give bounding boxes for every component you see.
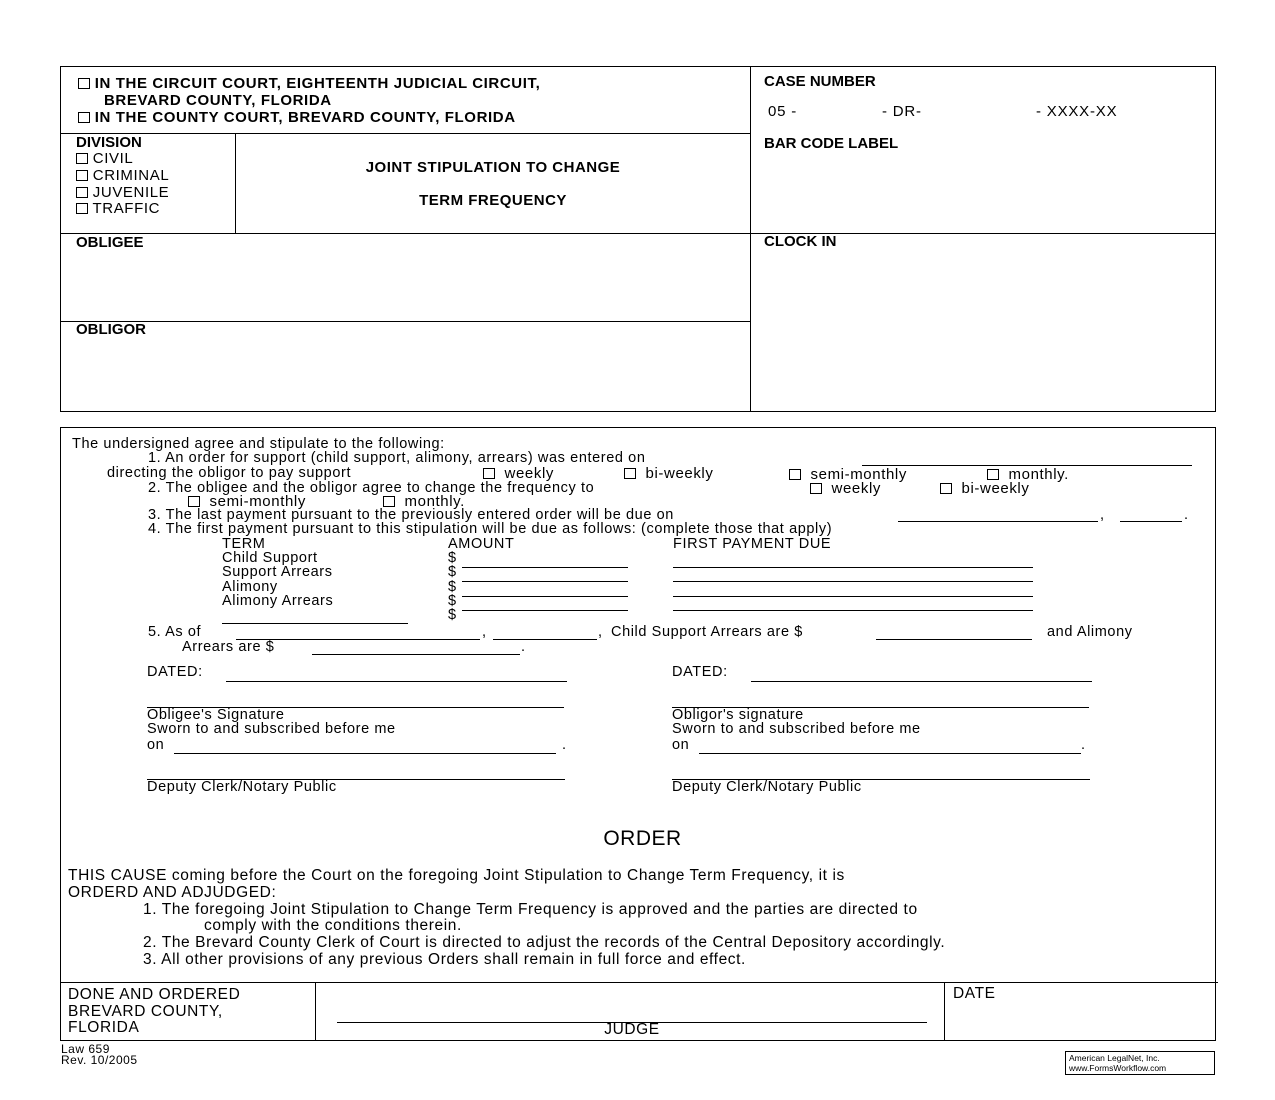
header-divider-court xyxy=(60,133,750,134)
stipulation-intro: The undersigned agree and stipulate to the following: xyxy=(72,436,445,452)
freq-biweekly-option xyxy=(624,465,713,482)
division-divider xyxy=(235,133,236,233)
order-item3: 3. All other provisions of any previous Orders shall remain in full force and effect. xyxy=(143,951,746,968)
item5-comma1: , xyxy=(482,624,487,640)
item5-csa-label: Child Support Arrears are $ xyxy=(611,624,803,640)
done-ordered-line1: DONE AND ORDERED xyxy=(68,986,241,1003)
col-term: TERM xyxy=(222,536,266,552)
obligor-on-period: . xyxy=(1081,737,1086,753)
obligee-dated-label: DATED: xyxy=(147,664,203,680)
amount-blank-2[interactable] xyxy=(462,581,628,582)
dollar-4: $ xyxy=(448,593,457,609)
freq-semimonthly-label: semi-monthly xyxy=(810,466,907,483)
court-option-circuit-line1: IN THE CIRCUIT COURT, EIGHTEENTH JUDICIAL CIRCUIT, xyxy=(94,75,541,92)
done-ordered-line3: FLORIDA xyxy=(68,1019,140,1036)
division-traffic-label: TRAFFIC xyxy=(92,200,161,217)
amount-blank-1[interactable] xyxy=(462,567,628,568)
order-item1-line2: comply with the conditions therein. xyxy=(204,917,462,934)
item3-period: . xyxy=(1184,507,1189,523)
division-traffic-checkbox[interactable] xyxy=(76,203,88,214)
vendor-name: American LegalNet, Inc. xyxy=(1069,1053,1160,1063)
case-number-label: CASE NUMBER xyxy=(764,73,876,90)
first-payment-blank-4[interactable] xyxy=(673,610,1033,611)
item5-as-of: 5. As of xyxy=(148,624,202,640)
item2-biweekly-label: bi-weekly xyxy=(961,480,1030,497)
judge-label: JUDGE xyxy=(604,1021,660,1038)
col-amount: AMOUNT xyxy=(448,536,515,552)
dollar-2: $ xyxy=(448,564,457,580)
obligee-on-blank[interactable] xyxy=(174,753,556,754)
header-divider-division xyxy=(60,233,1216,234)
item2-weekly-option xyxy=(810,480,881,497)
obligee-on-period: . xyxy=(562,737,567,753)
item2-text: 2. The obligee and the obligor agree to change the frequency to xyxy=(148,480,595,496)
item5-year-blank[interactable] xyxy=(493,639,597,640)
item2-semimonthly-label: semi-monthly xyxy=(209,493,306,510)
item5-alimony-arrears-blank[interactable] xyxy=(312,654,520,655)
item5-csa-blank[interactable] xyxy=(876,639,1032,640)
first-payment-blank-3[interactable] xyxy=(673,596,1033,597)
case-prefix: 05 - xyxy=(768,103,798,120)
form-id: Law 659 xyxy=(61,1042,110,1056)
first-payment-blank-1[interactable] xyxy=(673,567,1033,568)
obligee-deputy-clerk: Deputy Clerk/Notary Public xyxy=(147,779,337,795)
signoff-divider-2 xyxy=(944,982,945,1041)
division-criminal xyxy=(76,167,169,184)
item5-period: . xyxy=(521,639,526,655)
order-item1-line1: 1. The foregoing Joint Stipulation to Change Term Frequency is approved and the parties are directed to xyxy=(143,901,918,918)
item2-monthly-checkbox[interactable] xyxy=(383,496,395,507)
division-traffic xyxy=(76,200,160,217)
court-option-circuit xyxy=(78,75,540,92)
division-juvenile-checkbox[interactable] xyxy=(76,187,88,198)
first-payment-blank-2[interactable] xyxy=(673,581,1033,582)
term-support-arrears: Support Arrears xyxy=(222,564,333,580)
date-label: DATE xyxy=(953,985,996,1002)
obligee-dated-blank[interactable] xyxy=(226,681,567,682)
freq-weekly-label: weekly xyxy=(504,465,554,482)
division-label: DIVISION xyxy=(76,134,142,151)
freq-weekly-checkbox[interactable] xyxy=(483,468,495,479)
term-alimony-arrears: Alimony Arrears xyxy=(222,593,334,609)
item2-biweekly-option xyxy=(940,480,1029,497)
order-intro-line1: THIS CAUSE coming before the Court on the foregoing Joint Stipulation to Change Term Frequency, it is xyxy=(68,867,845,884)
division-civil xyxy=(76,150,133,167)
item4-text: 4. The first payment pursuant to this stipulation will be due as follows: (complete those that apply) xyxy=(148,521,833,537)
county-court-checkbox[interactable] xyxy=(78,112,90,123)
case-mid: - DR- xyxy=(882,103,922,120)
term-child-support: Child Support xyxy=(222,550,318,566)
division-criminal-checkbox[interactable] xyxy=(76,170,88,181)
vendor-badge xyxy=(1065,1051,1215,1075)
circuit-court-checkbox[interactable] xyxy=(78,78,90,89)
amount-blank-4[interactable] xyxy=(462,610,628,611)
item1-text: 1. An order for support (child support, alimony, arrears) was entered on xyxy=(148,450,646,466)
item5-arrears-label: Arrears are $ xyxy=(182,639,275,655)
court-option-circuit-line2: BREVARD COUNTY, FLORIDA xyxy=(104,92,332,109)
freq-semimonthly-checkbox[interactable] xyxy=(789,469,801,480)
obligee-sworn-text: Sworn to and subscribed before me xyxy=(147,721,396,737)
court-option-county-label: IN THE COUNTY COURT, BREVARD COUNTY, FLORIDA xyxy=(94,109,516,126)
obligor-on-label: on xyxy=(672,737,690,753)
item3-comma: , xyxy=(1100,507,1105,523)
item2-biweekly-checkbox[interactable] xyxy=(940,483,952,494)
division-juvenile-label: JUVENILE xyxy=(92,184,170,201)
obligor-dated-blank[interactable] xyxy=(751,681,1092,682)
freq-monthly-checkbox[interactable] xyxy=(987,469,999,480)
item2-weekly-checkbox[interactable] xyxy=(810,483,822,494)
division-civil-checkbox[interactable] xyxy=(76,153,88,164)
item3-date-blank[interactable] xyxy=(898,521,1098,522)
item3-text: 3. The last payment pursuant to the previously entered order will be due on xyxy=(148,507,674,523)
order-title: ORDER xyxy=(603,827,682,850)
term-alimony: Alimony xyxy=(222,579,278,595)
freq-biweekly-checkbox[interactable] xyxy=(624,468,636,479)
item2-weekly-label: weekly xyxy=(831,480,881,497)
form-title-line1: JOINT STIPULATION TO CHANGE xyxy=(365,159,621,176)
signoff-divider-1 xyxy=(315,982,316,1041)
freq-biweekly-label: bi-weekly xyxy=(645,465,714,482)
signoff-top-line xyxy=(60,982,1218,983)
order-item2: 2. The Brevard County Clerk of Court is directed to adjust the records of the Central Depository accordingly. xyxy=(143,934,946,951)
item2-monthly-label: monthly. xyxy=(404,493,465,510)
dollar-5: $ xyxy=(448,607,457,623)
case-suffix: - XXXX-XX xyxy=(1036,103,1118,120)
amount-blank-3[interactable] xyxy=(462,596,628,597)
col-first-payment: FIRST PAYMENT DUE xyxy=(673,536,832,552)
obligor-on-blank[interactable] xyxy=(699,753,1081,754)
dollar-3: $ xyxy=(448,579,457,595)
bar-code-label: BAR CODE LABEL xyxy=(764,135,899,152)
obligee-on-label: on xyxy=(147,737,165,753)
order-intro-line2: ORDERD AND ADJUDGED: xyxy=(68,884,277,901)
item5-comma2: , xyxy=(598,624,603,640)
obligor-dated-label: DATED: xyxy=(672,664,728,680)
header-divider-vertical xyxy=(750,66,751,412)
obligee-label: OBLIGEE xyxy=(76,234,144,251)
item2-semimonthly-checkbox[interactable] xyxy=(188,496,200,507)
dollar-1: $ xyxy=(448,550,457,566)
division-juvenile xyxy=(76,184,169,201)
done-ordered-line2: BREVARD COUNTY, xyxy=(68,1003,223,1020)
obligee-divider xyxy=(60,321,750,322)
court-option-county xyxy=(78,109,516,126)
term-other-blank[interactable] xyxy=(222,623,408,624)
form-revision: Rev. 10/2005 xyxy=(61,1053,138,1067)
item3-year-blank[interactable] xyxy=(1120,521,1182,522)
obligor-signature-label: Obligor's signature xyxy=(672,707,804,723)
division-civil-label: CIVIL xyxy=(92,150,134,167)
form-title-line2: TERM FREQUENCY xyxy=(419,192,567,209)
division-criminal-label: CRIMINAL xyxy=(92,167,170,184)
obligor-label: OBLIGOR xyxy=(76,321,146,338)
item1-cont: directing the obligor to pay support xyxy=(107,465,352,481)
obligor-sworn-text: Sworn to and subscribed before me xyxy=(672,721,921,737)
freq-monthly-label: monthly. xyxy=(1008,466,1069,483)
clock-in-label: CLOCK IN xyxy=(764,233,837,250)
obligor-deputy-clerk: Deputy Clerk/Notary Public xyxy=(672,779,862,795)
item5-and-alimony: and Alimony xyxy=(1047,624,1133,640)
obligee-signature-label: Obligee's Signature xyxy=(147,707,285,723)
vendor-url[interactable]: www.FormsWorkflow.com xyxy=(1069,1063,1167,1073)
